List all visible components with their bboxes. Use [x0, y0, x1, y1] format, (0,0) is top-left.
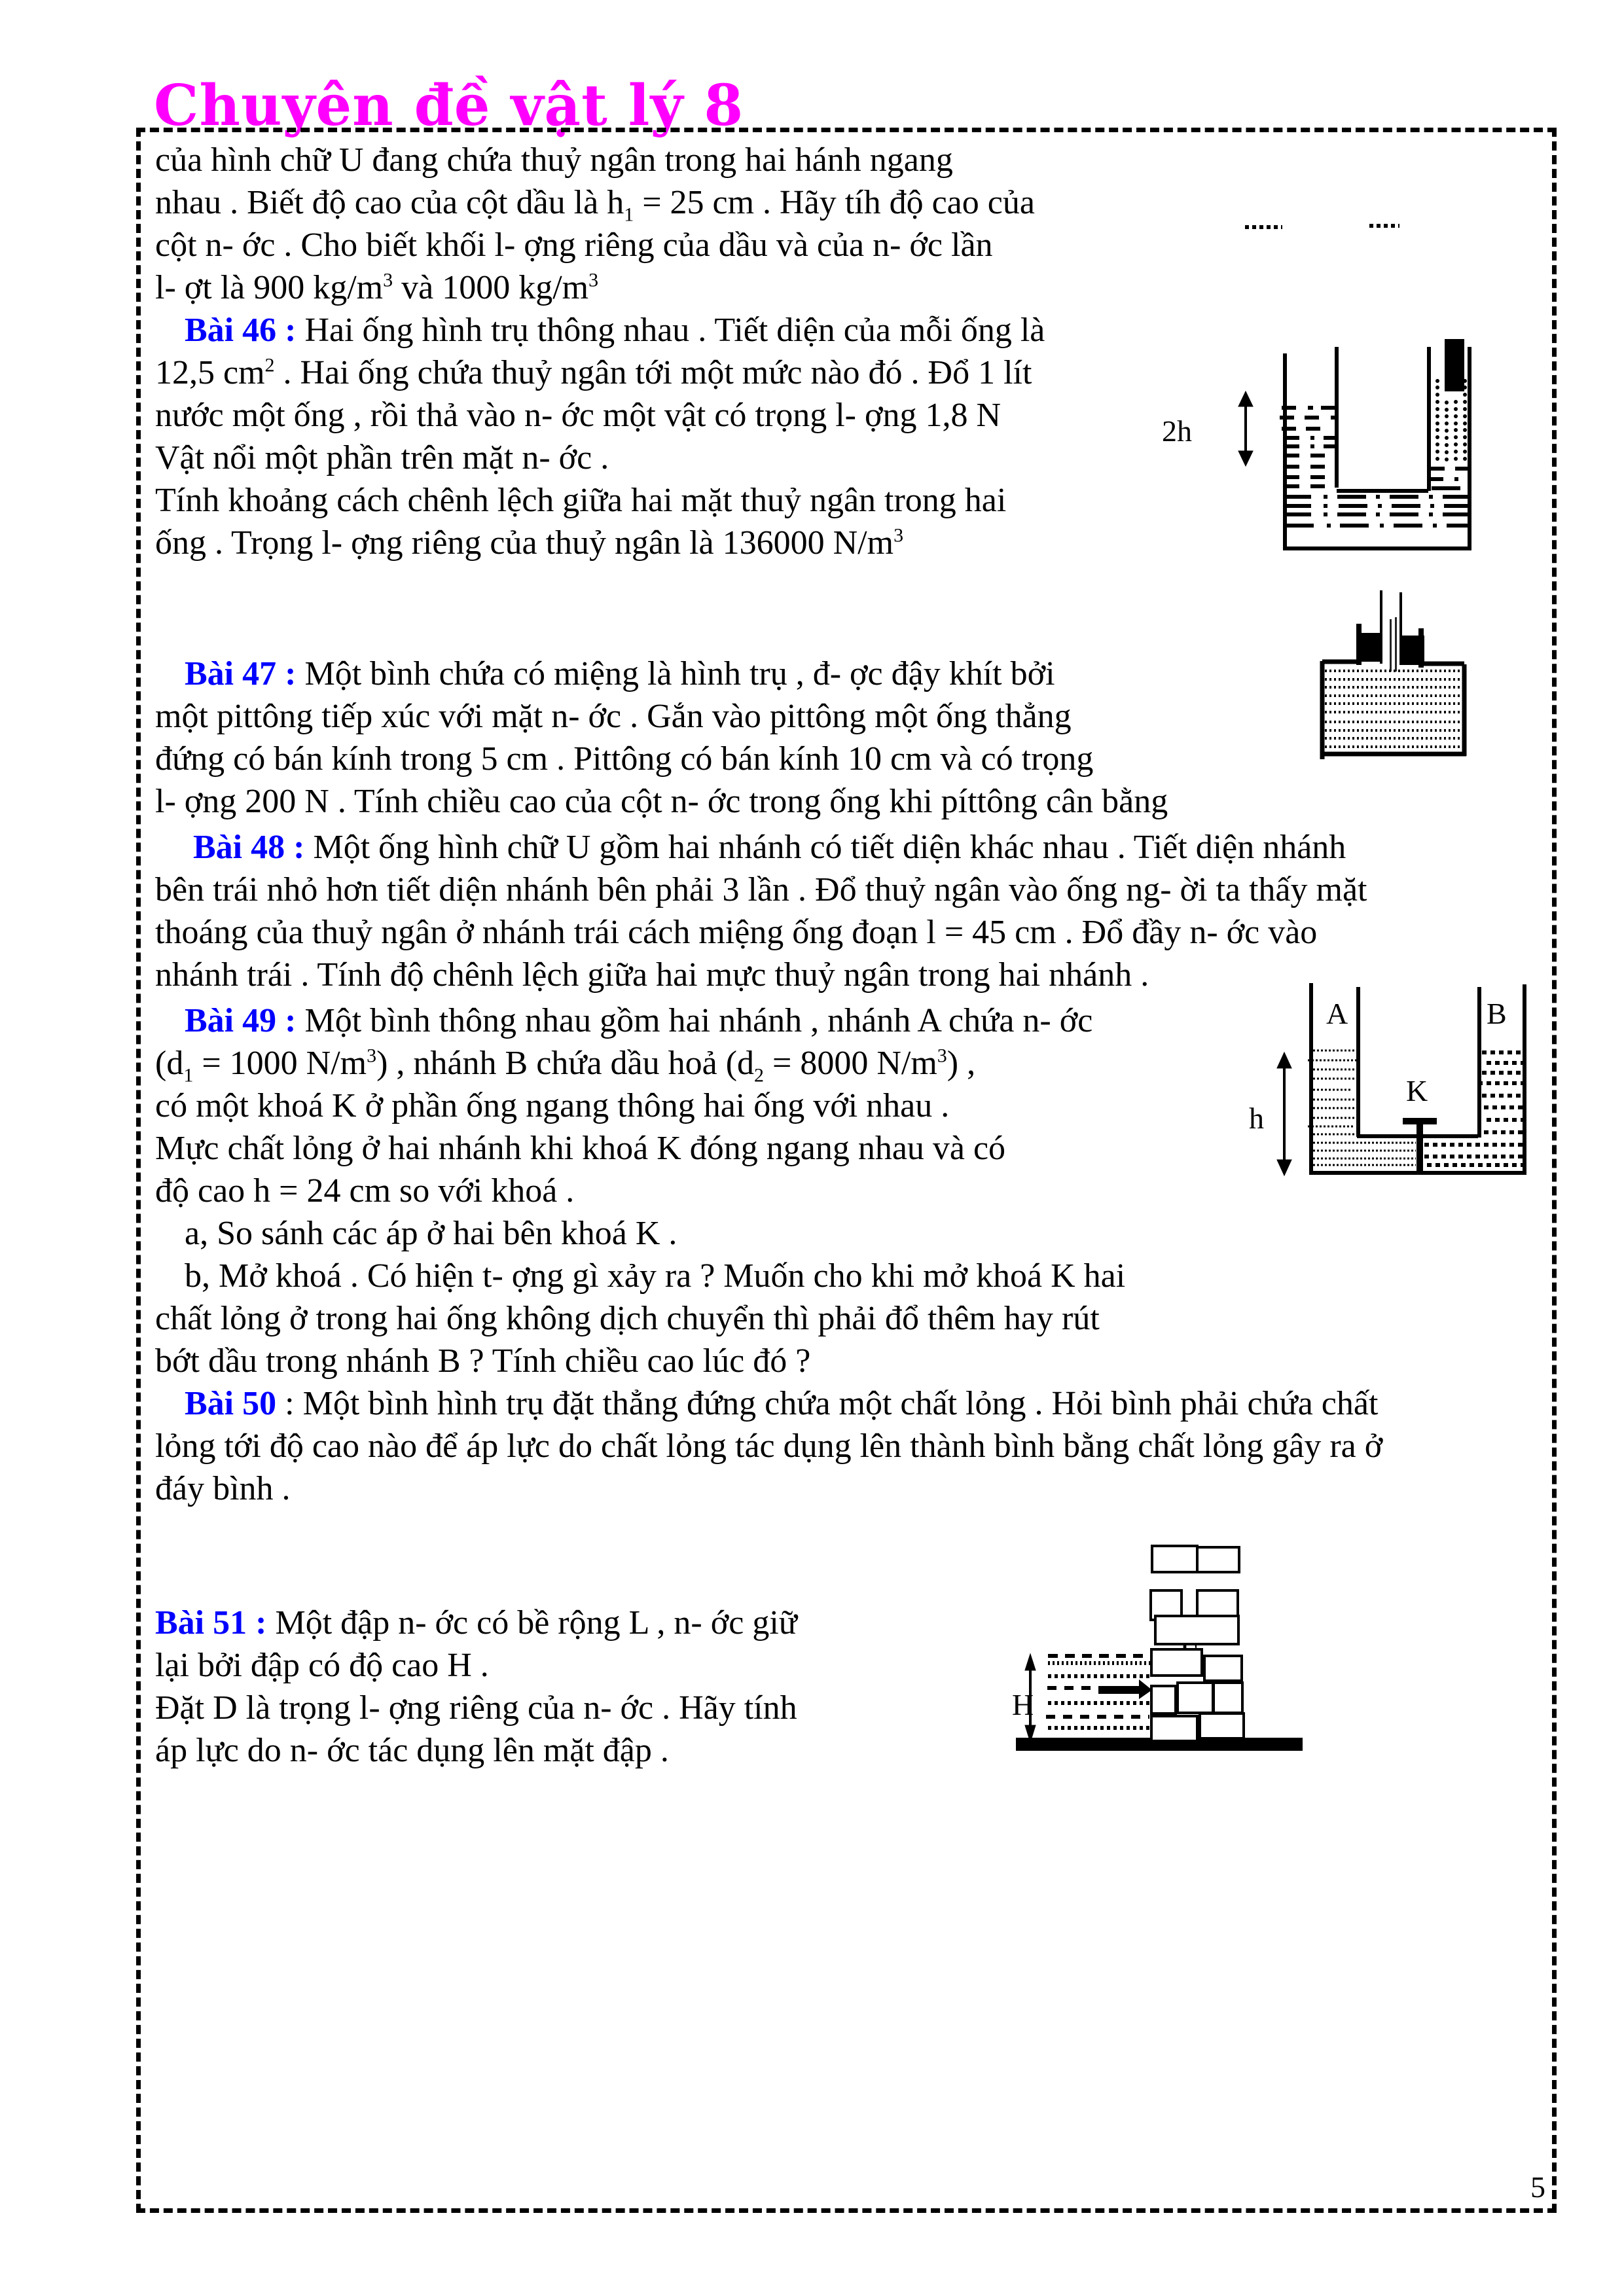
figure-46-label-2h: 2h [1162, 414, 1192, 448]
figure-51-dam-diagram [982, 1525, 1558, 1787]
exercise-51-line-3: Đặt D là trọng l- ợng riêng của n- ớc . Hãy tính [155, 1689, 797, 1727]
exercise-48-label: Bài 48 : [193, 829, 305, 866]
figure-47-piston-vessel-diagram [1316, 583, 1473, 779]
exercise-46-line-4: Vật nổi một phần trên mặt n- ớc . [155, 439, 609, 476]
exercise-48-line-4: nhánh trái . Tính độ chênh lệch giữa hai mực thuỷ ngân trong hai nhánh . [155, 956, 1149, 994]
figure-49-communicating-vessel-diagram [1231, 982, 1532, 1191]
double-arrow-icon [1277, 1052, 1291, 1175]
exercise-50-line-2: lỏng tới độ cao nào để áp lực do chất lỏng tác dụng lên thành bình bằng chất lỏng gây ra ở [155, 1427, 1383, 1465]
exercise-51-label: Bài 51 : [155, 1604, 267, 1641]
figure-46-u-tube-diagram [1211, 308, 1486, 569]
figure-49-label-h: h [1249, 1102, 1264, 1135]
exercise-46-line-2: 12,5 $cm^2$ . Hai ống chứa thuỷ ngân tới một mức nào đó . Đổ 1 lít [155, 354, 1032, 391]
exercise-50-line-1: Bài 50 : Một bình hình trụ đặt thẳng đứng chứa một chất lỏng . Hỏi bình phải chứa chất [185, 1385, 1379, 1422]
exercise-47-label: Bài 47 : [185, 655, 297, 692]
exercise-49-line-3: có một khoá K ở phần ống ngang thông hai ống với nhau . [155, 1087, 950, 1124]
figure-49-label-a: A [1326, 997, 1348, 1030]
exercise-49-label: Bài 49 : [185, 1002, 297, 1039]
exercise-46-line-1: Bài 46 : Hai ống hình trụ thông nhau . Tiết diện của mỗi ống là [185, 312, 1045, 349]
exercise-49-question-b: b, Mở khoá . Có hiện t- ợng gì xảy ra ? Muốn cho khi mở khoá K hai [185, 1257, 1126, 1295]
figure-49-label-k: K [1406, 1074, 1428, 1107]
exercise-46-label: Bài 46 : [185, 312, 297, 349]
page-number: 5 [1530, 2170, 1545, 2204]
figure-51-label-h: H [1012, 1688, 1034, 1721]
continuation-line-1: của hình chữ U đang chứa thuỷ ngân trong hai hánh ngang [155, 141, 953, 179]
exercise-46-line-3: nước một ống , rồi thả vào n- ớc một vật có trọng l- ợng 1,8 N [155, 397, 1001, 434]
dotted-fragment-decoration [1244, 223, 1440, 236]
exercise-49-question-a: a, So sánh các áp ở hai bên khoá K . [185, 1215, 677, 1252]
continuation-line-2: nhau . Biết độ cao của cột dầu là $h_1 = 25$ cm . Hãy tíh độ cao của [155, 184, 1035, 226]
exercise-49-line-5: độ cao h = 24 cm so với khoá . [155, 1172, 575, 1210]
exercise-48-line-3: thoáng của thuỷ ngân ở nhánh trái cách miệng ống đoạn l = 45 cm . Đổ đầy n- ớc vào [155, 914, 1318, 951]
exercise-49-line-2: ($d_1 = 1000$ $N/m^3$) , nhánh B chứa dầu hoả ($d_2 = 8000$ $N/m^3$) , [155, 1045, 976, 1086]
exercise-47-line-1: Bài 47 : Một bình chứa có miệng là hình trụ , đ- ợc đậy khít bởi [185, 655, 1055, 692]
exercise-46-line-6: ống . Trọng l- ợng riêng của thuỷ ngân là 136000 $N/m^3$ [155, 524, 904, 562]
exercise-50-line-3: đáy bình . [155, 1470, 291, 1507]
exercise-49-line-4: Mực chất lỏng ở hai nhánh khi khoá K đóng ngang nhau và có [155, 1130, 1006, 1167]
exercise-47-line-3: đứng có bán kính trong 5 cm . Pittông có bán kính 10 cm và có trọng [155, 740, 1094, 778]
double-arrow-icon [1238, 391, 1253, 466]
exercise-48-line-1: Bài 48 : Một ống hình chữ U gồm hai nhánh có tiết diện khác nhau . Tiết diện nhánh [193, 829, 1346, 866]
double-arrow-icon [1025, 1654, 1036, 1742]
exercise-48-line-2: bên trái nhỏ hơn tiết diện nhánh bên phải 3 lần . Đổ thuỷ ngân vào ống ng- ời ta thấy mặt [155, 871, 1367, 908]
exercise-49-question-b-line-3: bớt dầu trong nhánh B ? Tính chiều cao lúc đó ? [155, 1342, 811, 1380]
exercise-46-line-5: Tính khoảng cách chênh lệch giữa hai mặt thuỷ ngân trong hai [155, 482, 1007, 519]
exercise-51-line-1: Bài 51 : Một đập n- ớc có bề rộng L , n- ớc giữ [155, 1604, 797, 1641]
exercise-51-line-2: lại bởi đập có độ cao H . [155, 1647, 489, 1684]
continuation-line-4: l- ợt là 900 $kg/m^3$ và 1000 $kg/m^3$ [155, 269, 599, 306]
exercise-49-line-1: Bài 49 : Một bình thông nhau gồm hai nhánh , nhánh A chứa n- ớc [185, 1002, 1093, 1039]
exercise-50-label: Bài 50 [185, 1385, 277, 1422]
figure-49-label-b: B [1487, 997, 1507, 1030]
exercise-51-line-4: áp lực do n- ớc tác dụng lên mặt đập . [155, 1732, 669, 1769]
exercise-47-line-4: l- ợng 200 N . Tính chiều cao của cột n- ớc trong ống khi píttông cân bằng [155, 783, 1168, 820]
page-title: Chuyên đề vật lý 8 [154, 73, 744, 139]
continuation-line-3: cột n- ớc . Cho biết khối l- ợng riêng của dầu và của n- ớc lần [155, 226, 993, 264]
water-dots-pattern [1390, 617, 1397, 672]
exercise-47-line-2: một pittông tiếp xúc với mặt n- ớc . Gắn vào pittông một ống thẳng [155, 698, 1072, 735]
exercise-49-question-b-line-2: chất lỏng ở trong hai ống không dịch chuyển thì phải đổ thêm hay rút [155, 1300, 1100, 1337]
